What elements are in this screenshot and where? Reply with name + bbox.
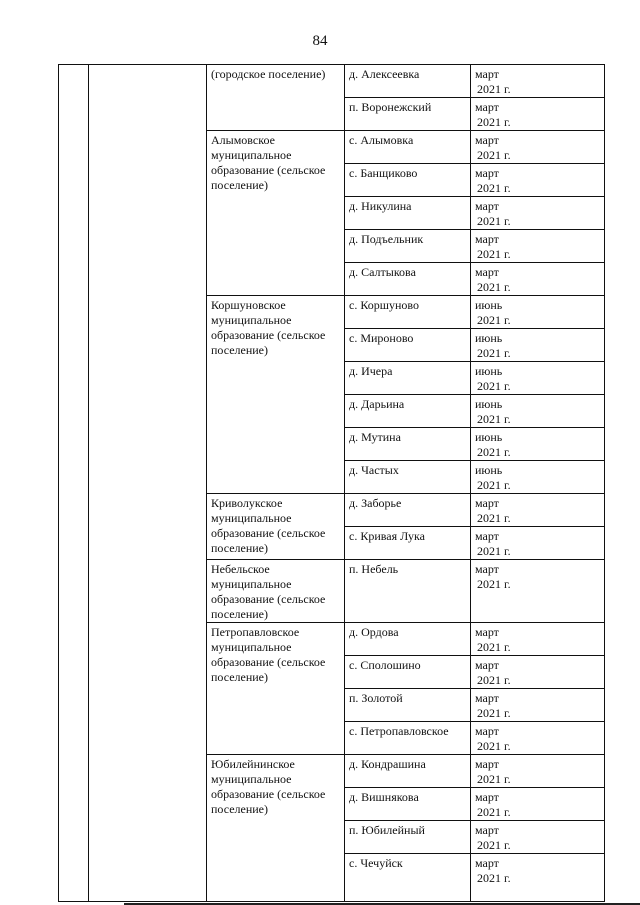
- page-number: 84: [312, 33, 328, 49]
- schedule-date: [471, 722, 605, 755]
- settlement-name: с. Алымовка: [345, 131, 471, 164]
- schedule-date: [471, 131, 605, 164]
- schedule-month: июнь: [475, 331, 503, 345]
- settlement-name: д. Салтыкова: [345, 263, 471, 296]
- settlement-name: с. Мироново: [345, 329, 471, 362]
- schedule-year: 2021 г.: [477, 115, 511, 129]
- schedule-date: [471, 329, 605, 362]
- municipality-name: Криволукское муниципальное образование (сельское поселение): [207, 494, 345, 560]
- schedule-year: 2021 г.: [477, 379, 511, 393]
- schedule-month: июнь: [475, 298, 503, 312]
- schedule-year: 2021 г.: [477, 148, 511, 162]
- schedule-month: июнь: [475, 430, 503, 444]
- schedule-year: 2021 г.: [477, 805, 511, 819]
- schedule-month: март: [475, 691, 499, 705]
- schedule-date: [471, 689, 605, 722]
- schedule-month: март: [475, 625, 499, 639]
- schedule-month: июнь: [475, 364, 503, 378]
- schedule-date: [471, 263, 605, 296]
- settlement-name: д. Ордова: [345, 623, 471, 656]
- schedule-year: 2021 г.: [477, 544, 511, 558]
- schedule-date: [471, 623, 605, 656]
- schedule-year: 2021 г.: [477, 346, 511, 360]
- schedule-date: [471, 755, 605, 788]
- schedule-date: [471, 230, 605, 263]
- settlements-schedule-table: [58, 64, 605, 902]
- municipality-name: Коршуновское муниципальное образование (сельское поселение): [207, 296, 345, 494]
- schedule-year: 2021 г.: [477, 871, 511, 885]
- settlement-name: д. Вишнякова: [345, 788, 471, 821]
- schedule-date: [471, 362, 605, 395]
- settlement-name: с. Сполошино: [345, 656, 471, 689]
- schedule-year: 2021 г.: [477, 673, 511, 687]
- schedule-month: июнь: [475, 463, 503, 477]
- schedule-year: 2021 г.: [477, 706, 511, 720]
- schedule-month: март: [475, 265, 499, 279]
- schedule-year: 2021 г.: [477, 247, 511, 261]
- schedule-date: [471, 65, 605, 98]
- settlement-name: д. Кондрашина: [345, 755, 471, 788]
- schedule-month: март: [475, 67, 499, 81]
- schedule-date: [471, 428, 605, 461]
- schedule-date: [471, 527, 605, 560]
- schedule-date: [471, 197, 605, 230]
- schedule-year: 2021 г.: [477, 511, 511, 525]
- schedule-year: 2021 г.: [477, 214, 511, 228]
- schedule-month: март: [475, 724, 499, 738]
- schedule-date: [471, 395, 605, 428]
- schedule-year: 2021 г.: [477, 445, 511, 459]
- settlement-name: с. Петропавловское: [345, 722, 471, 755]
- municipality-name: Петропавловское муниципальное образование (сельское поселение): [207, 623, 345, 755]
- municipality-name: (городское поселение): [207, 65, 345, 131]
- schedule-month: март: [475, 199, 499, 213]
- municipality-name: Небельское муниципальное образование (сельское поселение): [207, 560, 345, 623]
- schedule-date: [471, 788, 605, 821]
- schedule-date: [471, 164, 605, 197]
- schedule-year: 2021 г.: [477, 838, 511, 852]
- schedule-year: 2021 г.: [477, 739, 511, 753]
- schedule-month: март: [475, 232, 499, 246]
- settlement-name: п. Юбилейный: [345, 821, 471, 854]
- schedule-year: 2021 г.: [477, 412, 511, 426]
- schedule-month: март: [475, 790, 499, 804]
- schedule-month: март: [475, 100, 499, 114]
- schedule-date: [471, 461, 605, 494]
- settlement-name: п. Небель: [345, 560, 471, 623]
- settlement-name: с. Кривая Лука: [345, 527, 471, 560]
- schedule-year: 2021 г.: [477, 478, 511, 492]
- schedule-year: 2021 г.: [477, 313, 511, 327]
- schedule-date: [471, 494, 605, 527]
- settlement-name: д. Мутина: [345, 428, 471, 461]
- schedule-month: июнь: [475, 397, 503, 411]
- settlement-name: д. Заборье: [345, 494, 471, 527]
- schedule-date: [471, 854, 605, 902]
- settlement-name: с. Чечуйск: [345, 854, 471, 902]
- schedule-month: март: [475, 757, 499, 771]
- schedule-month: март: [475, 562, 499, 576]
- settlement-name: д. Подъельник: [345, 230, 471, 263]
- schedule-year: 2021 г.: [477, 640, 511, 654]
- table-row: [59, 65, 605, 98]
- settlement-name: д. Частых: [345, 461, 471, 494]
- schedule-month: март: [475, 823, 499, 837]
- settlement-name: п. Золотой: [345, 689, 471, 722]
- schedule-year: 2021 г.: [477, 181, 511, 195]
- municipality-name: Алымовское муниципальное образование (сельское поселение): [207, 131, 345, 296]
- schedule-year: 2021 г.: [477, 772, 511, 786]
- schedule-month: март: [475, 166, 499, 180]
- schedule-date: [471, 821, 605, 854]
- schedule-month: март: [475, 133, 499, 147]
- schedule-month: март: [475, 496, 499, 510]
- schedule-year: 2021 г.: [477, 577, 511, 591]
- schedule-month: март: [475, 658, 499, 672]
- schedule-month: март: [475, 856, 499, 870]
- settlement-name: д. Алексеевка: [345, 65, 471, 98]
- number-column-cell: [59, 65, 89, 902]
- schedule-date: [471, 296, 605, 329]
- settlement-name: с. Банщиково: [345, 164, 471, 197]
- municipality-name: Юбилейнинское муниципальное образование (сельское поселение): [207, 755, 345, 902]
- schedule-date: [471, 98, 605, 131]
- settlement-name: п. Воронежский: [345, 98, 471, 131]
- settlement-name: д. Никулина: [345, 197, 471, 230]
- settlement-name: с. Коршуново: [345, 296, 471, 329]
- settlement-name: д. Ичера: [345, 362, 471, 395]
- schedule-month: март: [475, 529, 499, 543]
- district-column-cell: [89, 65, 207, 902]
- schedule-year: 2021 г.: [477, 82, 511, 96]
- settlement-name: д. Дарьина: [345, 395, 471, 428]
- schedule-date: [471, 656, 605, 689]
- schedule-date: [471, 560, 605, 623]
- schedule-year: 2021 г.: [477, 280, 511, 294]
